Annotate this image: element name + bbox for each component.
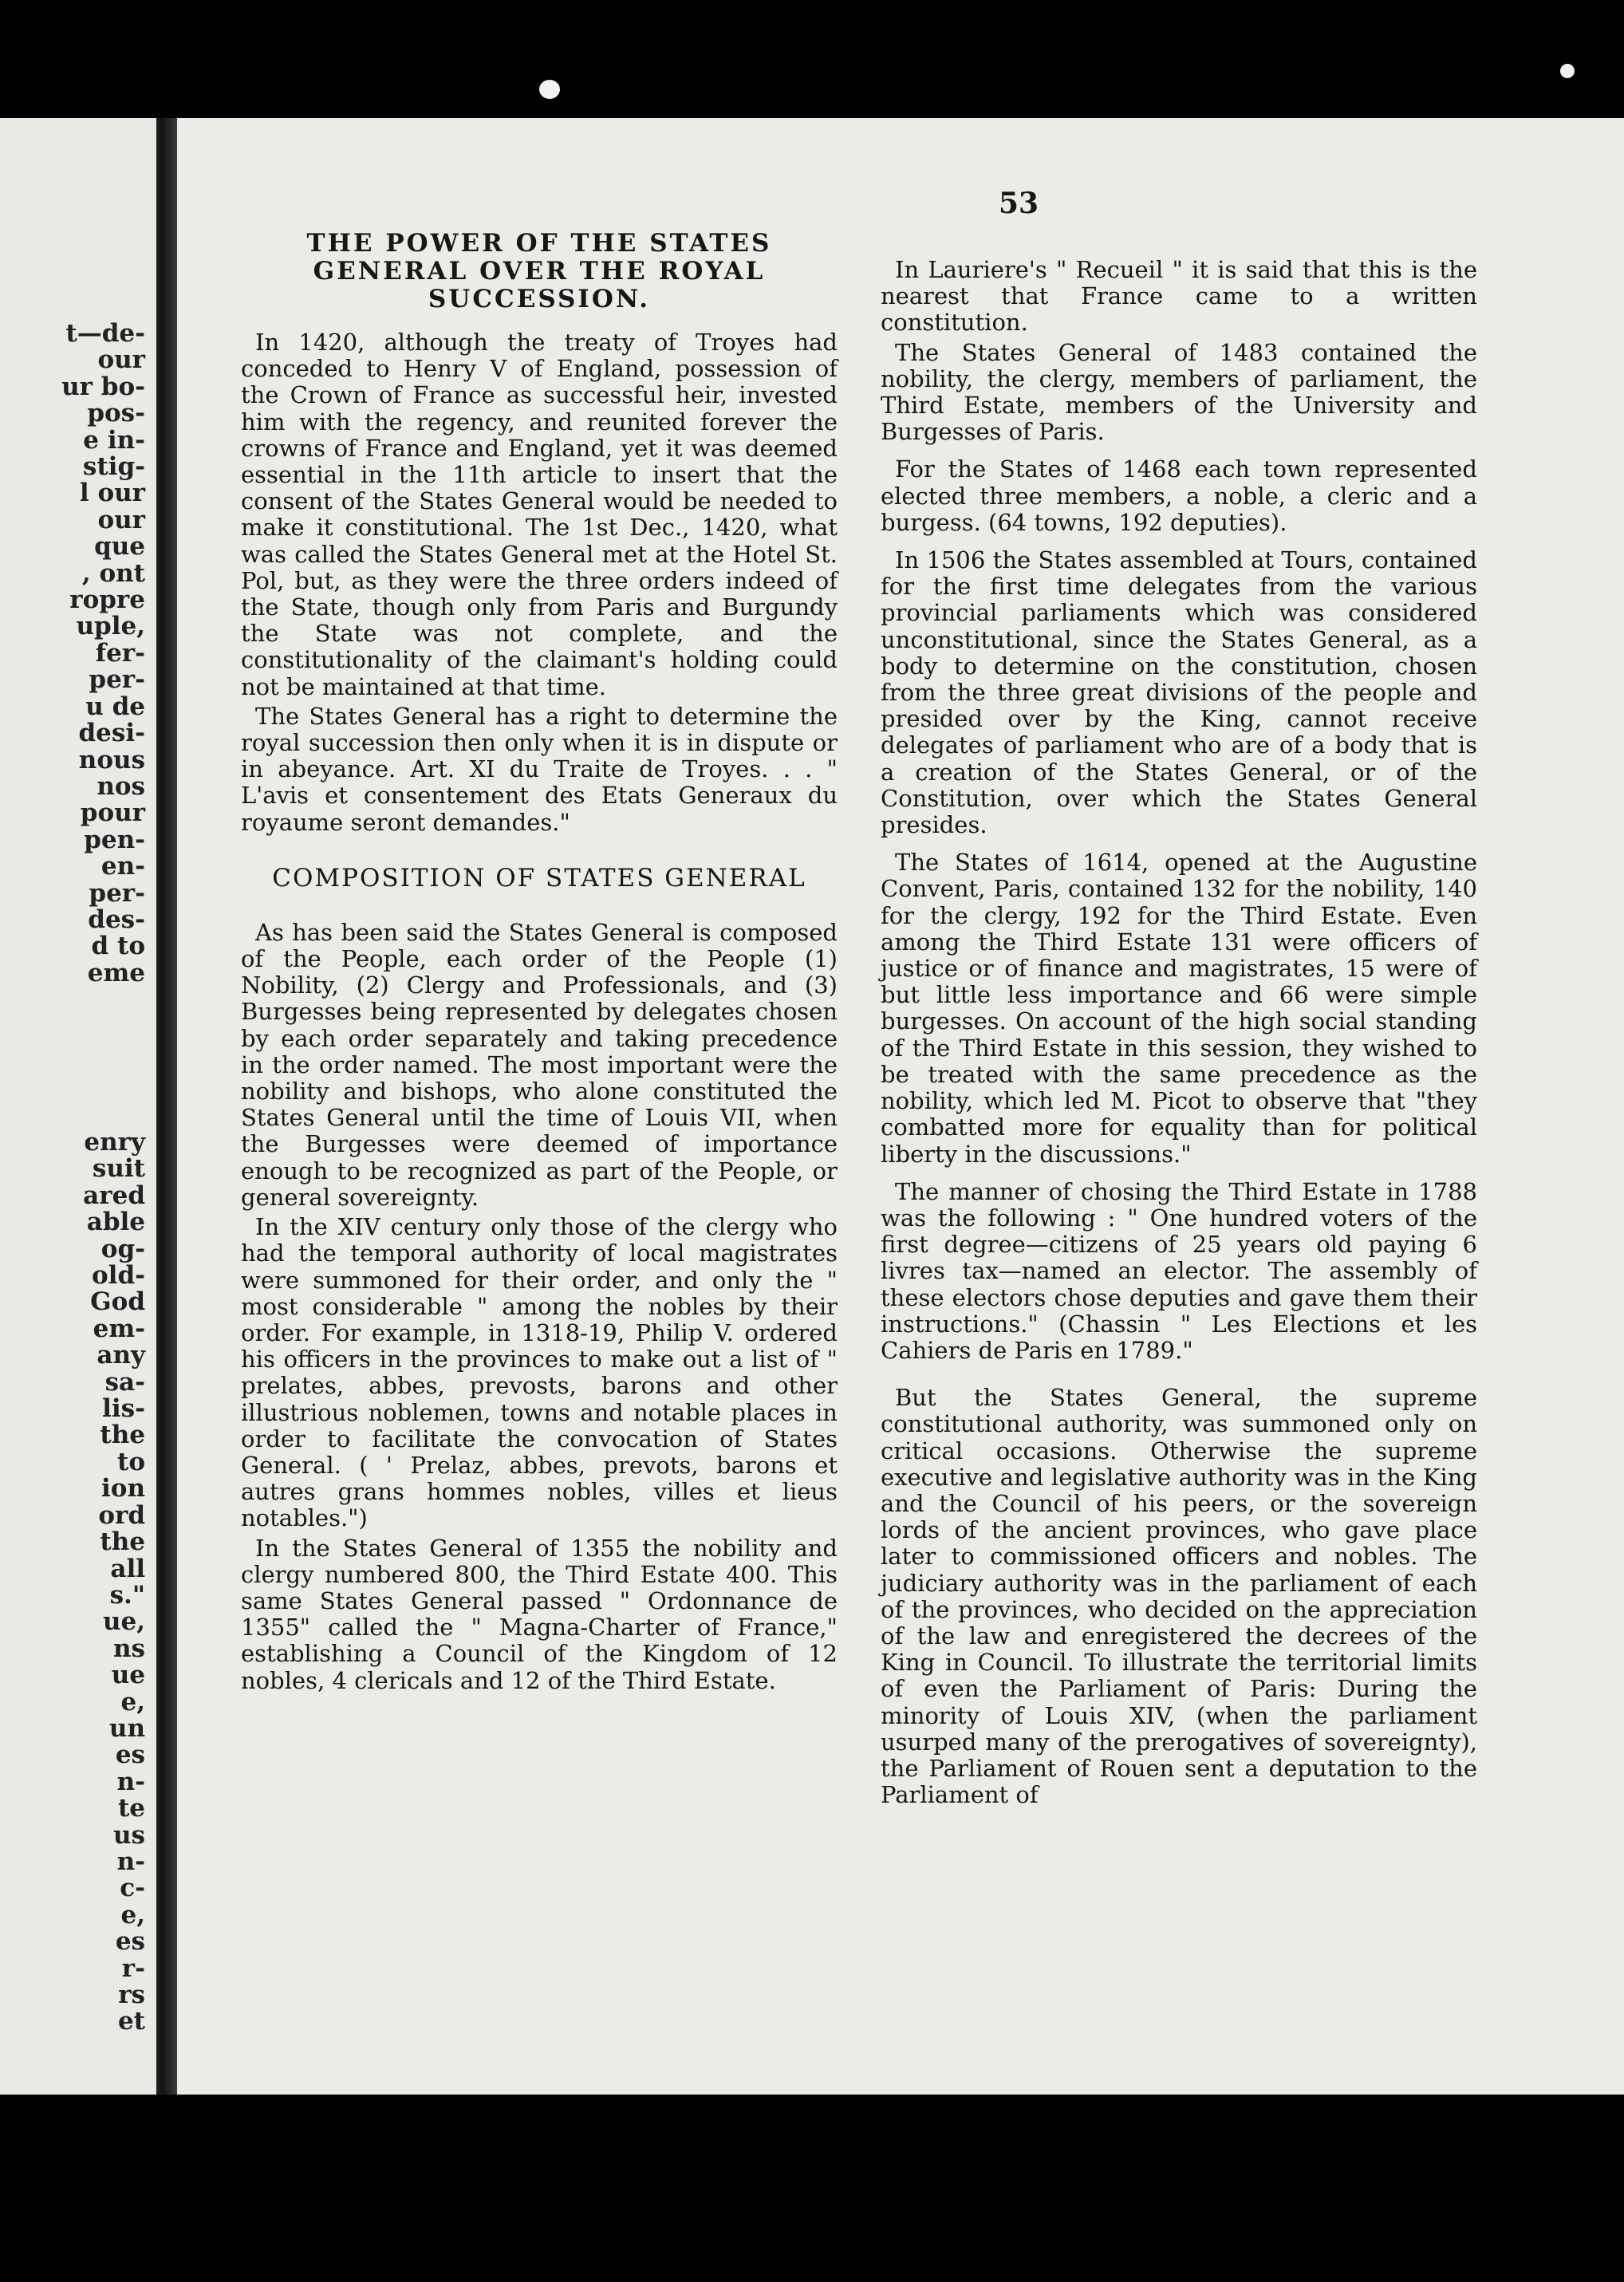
document-page bbox=[177, 118, 1624, 2095]
adjacent-page-line: ue, bbox=[102, 1607, 145, 1637]
adjacent-page-line: nos bbox=[97, 771, 145, 801]
adjacent-page-line: fer- bbox=[95, 638, 145, 668]
adjacent-page-line: pour bbox=[80, 798, 145, 828]
adjacent-page-line: sa- bbox=[104, 1367, 145, 1397]
scan-dot-right bbox=[1560, 64, 1575, 78]
adjacent-page-line: des- bbox=[88, 905, 145, 934]
adjacent-page-line: per- bbox=[89, 878, 145, 908]
adjacent-page-line: un bbox=[108, 1713, 145, 1743]
adjacent-page-line: et bbox=[117, 2007, 145, 2036]
adjacent-page-line: pos- bbox=[87, 399, 145, 428]
adjacent-page-line: es bbox=[115, 1927, 145, 1957]
adjacent-page-line: que bbox=[94, 532, 145, 562]
adjacent-page-line: suit bbox=[92, 1154, 145, 1184]
adjacent-page-line: the bbox=[100, 1527, 145, 1557]
adjacent-page-line: c- bbox=[120, 1874, 145, 1903]
paragraph: In the XIV century only those of the clergy who had the temporal authority of local magistrates were summoned for their order, and only the " most considerable " among the nobles by their order. For example, in 1318-19, Philip V. ordered his officers in the provinces to make out a list of " prelates, abbes, prevosts, barons and other illustrious noblemen, towns and notable places in order to facilitate the convocation of States General. ( ' Prelaz, abbes, prevots, barons et autres grans hommes nobles, villes et lieus notables.") bbox=[241, 1213, 838, 1532]
adjacent-page-line: te bbox=[117, 1794, 145, 1823]
adjacent-page-line: en- bbox=[101, 852, 145, 881]
adjacent-page-line: nous bbox=[78, 745, 145, 774]
adjacent-page-line: e in- bbox=[83, 425, 145, 455]
adjacent-page-line: any bbox=[97, 1341, 145, 1370]
adjacent-page-text-bottom bbox=[26, 1129, 145, 2036]
adjacent-page-line: u de bbox=[85, 692, 145, 721]
scan-dot-top bbox=[539, 80, 560, 99]
adjacent-page-line: , ont bbox=[81, 558, 145, 588]
adjacent-page-line: the bbox=[100, 1421, 145, 1450]
adjacent-page-line: e, bbox=[120, 1687, 145, 1716]
paragraph: In the States General of 1355 the nobility and clergy numbered 800, the Third Estate 400. This same States General passed " Ordonnance de 1355" called the " Magna-Charter of France," establishing a Council of the Kingdom of 12 nobles, 4 clericals and 12 of the Third Estate. bbox=[241, 1534, 838, 1694]
adjacent-page-line: our bbox=[97, 505, 145, 534]
section-heading-composition: COMPOSITION OF STATES GENERAL bbox=[272, 863, 806, 893]
adjacent-page-line: our bbox=[97, 345, 145, 375]
adjacent-page-line: to bbox=[117, 1447, 145, 1476]
adjacent-page-line: ared bbox=[83, 1180, 145, 1210]
left-column bbox=[241, 230, 838, 1697]
adjacent-page-line: n- bbox=[116, 1846, 145, 1876]
paragraph: In Lauriere's " Recueil " it is said that this is the nearest that France came to a written constitution. bbox=[881, 256, 1477, 337]
paragraph: The manner of chosing the Third Estate in 1788 was the following : " One hundred voters of the first degree—citizens of 25 years old paying 6 livres tax—named an elector. The assembly of these electors chose deputies and gave them their instructions." (Chassin " Les Elections et les Cahiers de Paris en 1789." bbox=[881, 1177, 1477, 1364]
adjacent-page-line: es bbox=[115, 1740, 145, 1770]
adjacent-page-line: l our bbox=[79, 479, 145, 508]
paragraph: For the States of 1468 each town represented elected three members, a noble, a cleric and a burgess. (64 towns, 192 deputies). bbox=[881, 455, 1477, 536]
adjacent-page-line: per- bbox=[89, 665, 145, 695]
page-gutter bbox=[161, 118, 177, 2095]
adjacent-page-line: ord bbox=[98, 1500, 145, 1530]
adjacent-page-line: n- bbox=[116, 1767, 145, 1796]
adjacent-page-line: able bbox=[86, 1208, 145, 1237]
paragraph: In 1506 the States assembled at Tours, contained for the first time delegates from the various provincial parliaments which was considered unconstitutional, since the States General, as a body to determine on the constitution, chosen from the three great divisions of the people and presided over by the King, cannot receive delegates of parliament who are of a body that is a creation of the States General, or of the Constitution, over which the States General presides. bbox=[881, 546, 1477, 839]
adjacent-page-line: all bbox=[110, 1554, 145, 1583]
adjacent-page-line: rs bbox=[118, 1980, 145, 2009]
adjacent-page-line: d to bbox=[91, 932, 145, 961]
adjacent-page-line: us bbox=[113, 1820, 145, 1850]
paragraph: The States General has a right to determine the royal succession then only when it is in dispute or in abeyance. Art. XI du Traite de Troyes. . . " L'avis et consentement des Etats Generaux du royaume seront demandes." bbox=[241, 702, 838, 836]
adjacent-page-line: God bbox=[90, 1287, 145, 1317]
adjacent-page-line: og- bbox=[101, 1234, 145, 1263]
paragraph: The States of 1614, opened at the Augustine Convent, Paris, contained 132 for the nobility, 140 for the clergy, 192 for the Third Estate. Even among the Third Estate 131 were officers of justice or of finance and magistrates, 15 were of but little less importance and 66 were simple burgesses. On account of the high social standing of the Third Estate in this session, they wished to be treated with the same precedence as the nobility, which led M. Picot to observe that "they combatted more for equality than for political liberty in the discussions." bbox=[881, 849, 1477, 1168]
paragraph: As has been said the States General is composed of the People, each order of the People (1) Nobility, (2) Clergy and Professionals, and (3) Burgesses being represented by delegates chosen by each order separately and taking precedence in the order named. The most important were the nobility and bishops, who alone constituted the States General until the time of Louis VII, when the Burgesses were deemed of importance enough to be recognized as part of the People, or general sovereignty. bbox=[241, 918, 838, 1211]
page-number: 53 bbox=[999, 187, 1039, 220]
adjacent-page-line: ue bbox=[111, 1661, 145, 1690]
adjacent-page-line: enry bbox=[84, 1128, 145, 1157]
section-heading-succession: THE POWER OF THE STATES GENERAL OVER THE ROYAL SUCCESSION. bbox=[306, 229, 772, 313]
paragraph: But the States General, the supreme constitutional authority, was summoned only on critical occasions. Otherwise the supreme executive and legislative authority was in the King and the Council of his peers, or the sovereign lords of the ancient provinces, who gave place later to commissioned officers and nobles. The judiciary authority was in the parliament of each of the provinces, who decided on the appreciation of the law and enregistered the decrees of the King in Council. To illustrate the territorial limits of even the Parliament of Paris: During the minority of Louis XIV, (when the parliament usurped many of the prerogatives of sovereignty), the Parliament of Rouen sent a deputation to the Parliament of bbox=[881, 1384, 1477, 1809]
adjacent-page-line: old- bbox=[92, 1261, 145, 1291]
adjacent-page-line: lis- bbox=[102, 1394, 145, 1424]
right-column bbox=[881, 257, 1477, 1819]
adjacent-page-line: ur bo- bbox=[61, 372, 145, 401]
adjacent-page-line: eme bbox=[87, 958, 145, 987]
adjacent-page-line: desi- bbox=[78, 719, 145, 748]
adjacent-page-line: pen- bbox=[84, 825, 145, 854]
adjacent-page-line: e, bbox=[120, 1900, 145, 1929]
adjacent-page-line: r- bbox=[121, 1953, 145, 1983]
paragraph: The States General of 1483 contained the nobility, the clergy, members of parliament, the Third Estate, members of the University and Burgesses of Paris. bbox=[881, 338, 1477, 446]
adjacent-page-line: stig- bbox=[82, 452, 145, 482]
adjacent-page-line: ns bbox=[113, 1634, 145, 1663]
adjacent-page-line: uple, bbox=[76, 612, 145, 641]
adjacent-page-text-top bbox=[26, 321, 145, 987]
adjacent-page-line: ion bbox=[101, 1474, 145, 1504]
adjacent-page-line: em- bbox=[93, 1314, 145, 1343]
paragraph: In 1420, although the treaty of Troyes had conceded to Henry V of England, possession of the Crown of France as successful heir, invested him with the regency, and reunited forever the crowns of France and England, yet it was deemed essential in the 11th article to insert that the consent of the States General would be needed to make it constitutional. The 1st Dec., 1420, what was called the States General met at the Hotel St. Pol, but, as they were the three orders indeed of the State, though only from Paris and Burgundy the State was not complete, and the constitutionality of the claimant's holding could not be maintained at that time. bbox=[241, 329, 838, 700]
adjacent-page-line: s." bbox=[109, 1580, 145, 1610]
adjacent-page-line: t—de- bbox=[65, 319, 145, 348]
adjacent-page-edge bbox=[0, 118, 161, 2095]
adjacent-page-line: ropre bbox=[69, 585, 145, 615]
